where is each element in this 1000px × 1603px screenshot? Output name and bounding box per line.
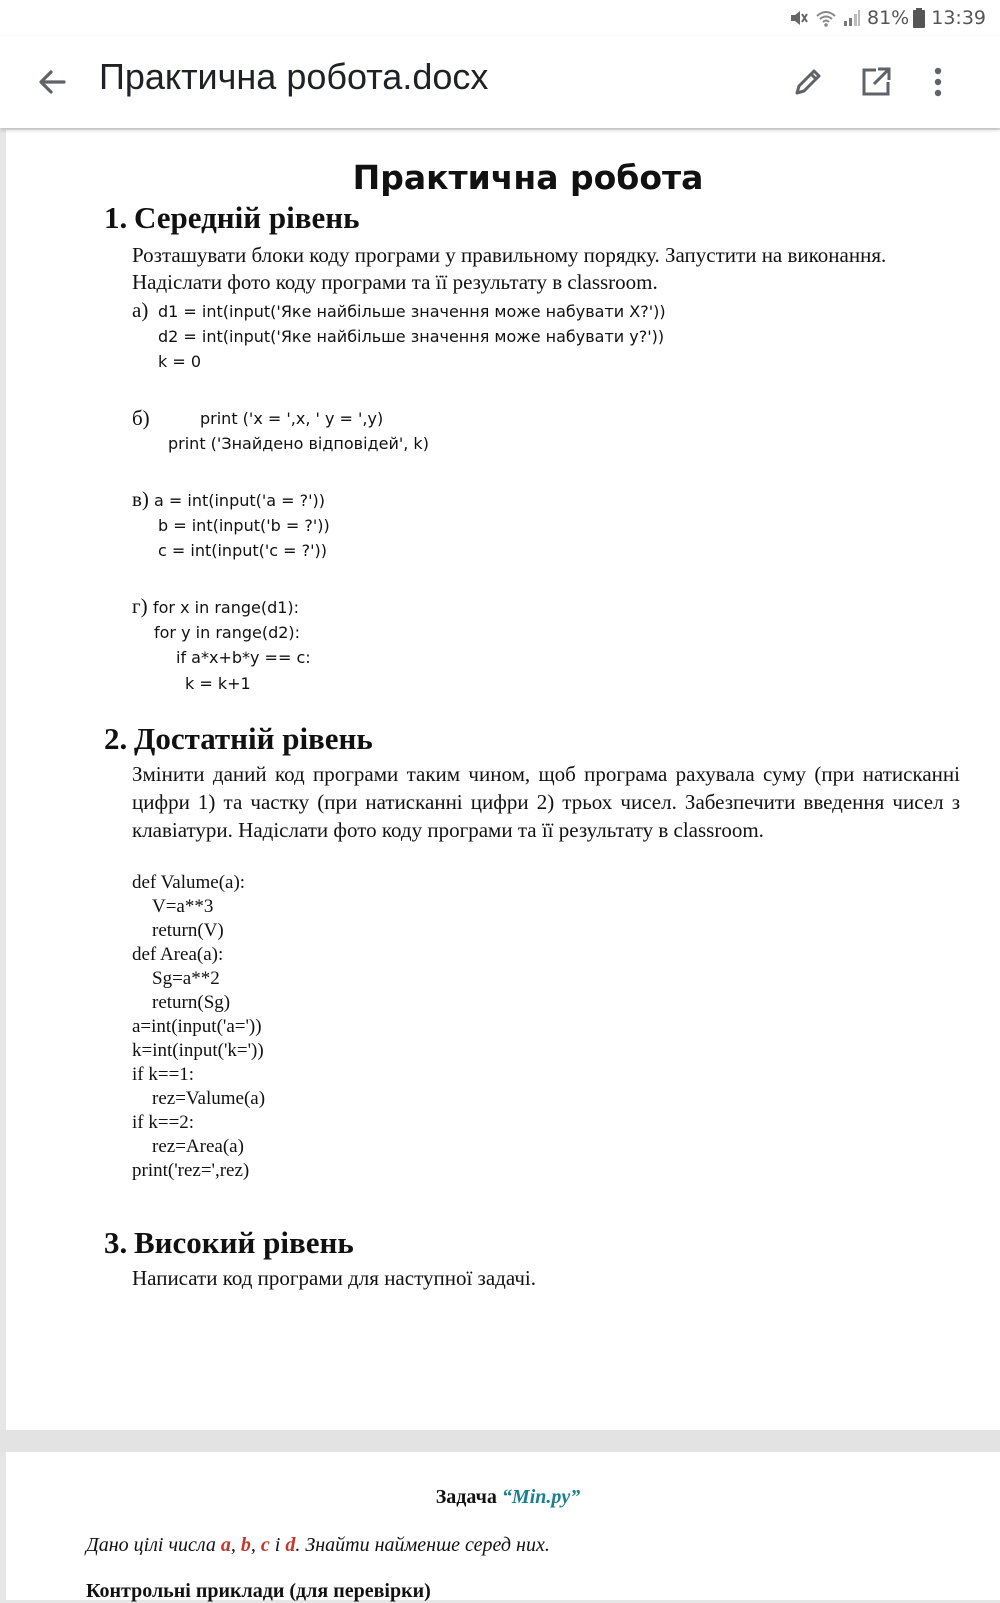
block-b-line: print ('x = ',x, ' y = ',y) bbox=[200, 409, 384, 428]
block-a-label: а) bbox=[132, 298, 149, 322]
section1-intro-line1: Розташувати блоки коду програми у правильному порядку. Запустити на виконання. bbox=[132, 243, 887, 267]
block-g-line: if a*x+b*y == c: bbox=[176, 648, 311, 667]
task-text-part: . Знайти найменше серед них. bbox=[295, 1534, 550, 1556]
block-g-line: for x in range(d1): bbox=[153, 598, 300, 617]
page-separator bbox=[0, 1430, 1000, 1452]
document-page-1 bbox=[6, 130, 1000, 1430]
section2-number: 2. bbox=[104, 721, 128, 756]
battery-icon bbox=[913, 8, 925, 28]
section3-number: 3. bbox=[104, 1225, 128, 1260]
signal-icon bbox=[843, 9, 861, 27]
task-label: Задача bbox=[435, 1486, 497, 1508]
block-v-line: c = int(input('c = ?')) bbox=[158, 541, 328, 560]
status-icons bbox=[789, 9, 861, 27]
app-bar bbox=[0, 36, 1000, 128]
section2-title: Достатній рівень bbox=[134, 721, 373, 756]
task-text-part: , bbox=[230, 1534, 241, 1556]
block-a-line: d1 = int(input('Яке найбільше значення може набувати X?')) bbox=[158, 302, 666, 321]
section1-title: Середній рівень bbox=[134, 200, 360, 235]
more-vert-icon[interactable] bbox=[918, 62, 958, 102]
section2-code-line: if k==2: bbox=[132, 1112, 195, 1133]
section2-code-line: k=int(input('k=')) bbox=[132, 1040, 264, 1061]
task-var-c: c bbox=[260, 1534, 270, 1556]
section2-code-line: print('rez=',rez) bbox=[132, 1160, 250, 1181]
section2-text: Змінити даний код програми таким чином, щоб програма рахувала суму (при натисканні цифри 1) та частку (при натисканні цифри 2) трьох чисел. Забезпечити введення чисел з клавіатури. Надіслати фото коду програми та її результату в classroom. bbox=[132, 762, 960, 842]
check-examples-heading: Контрольні приклади (для перевірки) bbox=[86, 1580, 431, 1602]
block-g-line: k = k+1 bbox=[185, 674, 251, 693]
block-a-line: d2 = int(input('Яке найбільше значення може набувати y?')) bbox=[158, 327, 665, 346]
section2-code-line: V=a**3 bbox=[152, 896, 214, 917]
task-text-part: Дано цілі числа bbox=[86, 1534, 221, 1556]
block-g-label: г) bbox=[132, 594, 148, 618]
section1-number: 1. bbox=[104, 200, 128, 235]
back-arrow-icon[interactable] bbox=[32, 62, 72, 102]
section3-heading bbox=[104, 1225, 354, 1261]
block-b-label: б) bbox=[132, 406, 150, 430]
section3-text: Написати код програми для наступної задачі. bbox=[132, 1266, 536, 1290]
section2-code-line: def Valume(a): bbox=[132, 872, 246, 893]
block-v-line: b = int(input('b = ?')) bbox=[158, 516, 330, 535]
task-title bbox=[6, 1486, 1000, 1509]
battery-percent: 81% bbox=[867, 7, 910, 29]
section1-intro-line2: Надіслати фото коду програми та її результату в classroom. bbox=[132, 270, 658, 294]
section2-code-line: Sg=a**2 bbox=[152, 968, 220, 989]
status-bar bbox=[0, 0, 1000, 36]
section2-code-line: a=int(input('a=')) bbox=[132, 1016, 262, 1037]
section3-title: Високий рівень bbox=[134, 1225, 354, 1260]
task-text-part: , bbox=[250, 1534, 261, 1556]
block-a-line: k = 0 bbox=[158, 352, 202, 371]
wifi-icon bbox=[815, 9, 837, 27]
document-title: Практична робота.docx bbox=[99, 56, 489, 97]
doc-heading: Практична робота bbox=[352, 158, 704, 197]
section2-code-line: def Area(a): bbox=[132, 944, 224, 965]
edit-pencil-icon[interactable] bbox=[788, 62, 828, 102]
document-page-2 bbox=[6, 1452, 1000, 1600]
block-b-line: print ('Знайдено відповідей', k) bbox=[168, 434, 429, 453]
task-var-b: b bbox=[240, 1534, 251, 1556]
clock: 13:39 bbox=[931, 7, 986, 29]
block-v-label: в) bbox=[132, 487, 149, 511]
mute-icon bbox=[789, 9, 809, 27]
task-text-part: і bbox=[269, 1534, 286, 1556]
task-var-d: d bbox=[285, 1534, 296, 1556]
task-statement bbox=[86, 1534, 550, 1557]
block-v-line: a = int(input('a = ?')) bbox=[154, 491, 326, 510]
section2-code-line: return(Sg) bbox=[152, 992, 231, 1013]
section2-heading bbox=[104, 721, 373, 757]
task-var-a: a bbox=[220, 1534, 231, 1556]
section2-code-line: if k==1: bbox=[132, 1064, 195, 1085]
section2-code-line: rez=Valume(a) bbox=[152, 1088, 266, 1109]
task-name: “Min.py” bbox=[501, 1486, 581, 1508]
open-in-new-icon[interactable] bbox=[856, 62, 896, 102]
block-g-line: for y in range(d2): bbox=[154, 623, 301, 642]
section1-heading bbox=[104, 200, 360, 236]
section2-code-line: rez=Area(a) bbox=[152, 1136, 244, 1157]
section2-code-line: return(V) bbox=[152, 920, 224, 941]
